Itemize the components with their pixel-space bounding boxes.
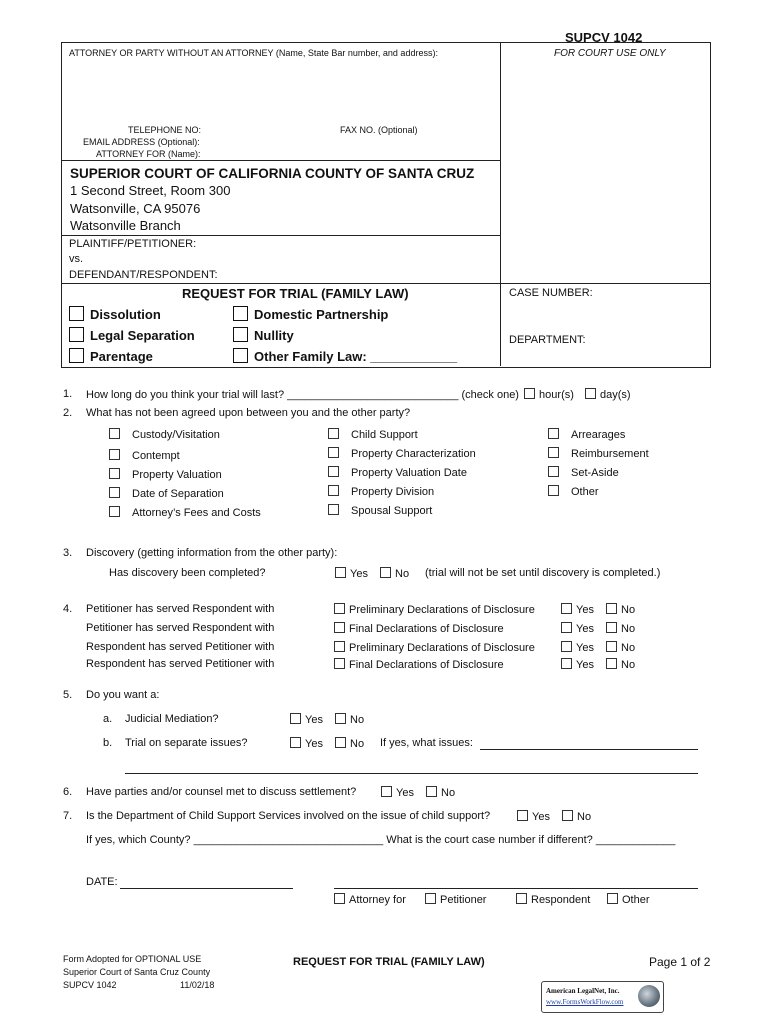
checkbox[interactable] (335, 567, 346, 578)
q4-row-4-yes[interactable]: Yes (561, 658, 594, 671)
checkbox[interactable] (548, 485, 559, 496)
q3-note: (trial will not be set until discovery is completed.) (425, 567, 661, 579)
checkbox[interactable] (109, 506, 120, 517)
checkbox[interactable] (561, 658, 572, 669)
checkbox[interactable] (380, 567, 391, 578)
checkbox[interactable] (607, 893, 618, 904)
checkbox[interactable] (335, 713, 346, 724)
checkbox[interactable] (334, 658, 345, 669)
q4-number: 4. (63, 603, 73, 615)
q3-subtext: Has discovery been completed? (109, 567, 266, 579)
logo-company: American LegalNet, Inc. (546, 987, 620, 995)
issues-line-2[interactable] (125, 773, 698, 774)
q4-row-2-who: Petitioner has served Respondent with (86, 622, 275, 634)
checkbox[interactable] (233, 306, 248, 321)
option-nullity[interactable]: Nullity (233, 327, 294, 343)
checkbox[interactable] (233, 327, 248, 342)
checkbox[interactable] (290, 737, 301, 748)
option-domestic-partnership[interactable]: Domestic Partnership (233, 306, 388, 322)
q2-number: 2. (63, 407, 73, 419)
fax-label: FAX NO. (Optional) (340, 125, 418, 135)
q5a-no[interactable]: No (335, 713, 364, 726)
checkbox[interactable] (334, 641, 345, 652)
checkbox[interactable] (548, 466, 559, 477)
issue-arrearages[interactable]: Arrearages (548, 428, 625, 441)
q4-row-2-yes[interactable]: Yes (561, 622, 594, 635)
checkbox[interactable] (69, 348, 84, 363)
checkbox[interactable] (606, 603, 617, 614)
date-line[interactable] (120, 888, 293, 889)
defendant-label: DEFENDANT/RESPONDENT: (69, 269, 218, 281)
issue-property-division[interactable]: Property Division (328, 485, 434, 498)
checkbox-hours[interactable] (524, 388, 535, 399)
checkbox[interactable] (561, 622, 572, 633)
issue-property-valuation[interactable]: Property Valuation (109, 468, 222, 481)
issue-child-support[interactable]: Child Support (328, 428, 418, 441)
issue-attorney-fees[interactable]: Attorney’s Fees and Costs (109, 506, 261, 519)
checkbox[interactable] (425, 893, 436, 904)
checkbox[interactable] (606, 658, 617, 669)
checkbox[interactable] (561, 641, 572, 652)
checkbox[interactable] (233, 348, 248, 363)
signature-line[interactable] (334, 888, 698, 889)
logo-url: www.FormsWorkFlow.com (546, 998, 624, 1006)
q4-row-4-who: Respondent has served Petitioner with (86, 658, 275, 670)
checkbox[interactable] (328, 447, 339, 458)
q7-number: 7. (63, 810, 73, 822)
checkbox[interactable] (516, 893, 527, 904)
checkbox[interactable] (517, 810, 528, 821)
checkbox[interactable] (290, 713, 301, 724)
q5b-label: b. (103, 737, 113, 749)
checkbox[interactable] (334, 893, 345, 904)
option-legal-separation[interactable]: Legal Separation (69, 327, 195, 343)
checkbox-days[interactable] (585, 388, 596, 399)
option-parentage[interactable]: Parentage (69, 348, 153, 364)
case-number-label: CASE NUMBER: (509, 287, 593, 299)
issue-reimbursement[interactable]: Reimbursement (548, 447, 649, 460)
issue-set-aside[interactable]: Set-Aside (548, 466, 619, 479)
q1-text (86, 388, 631, 401)
option-dissolution[interactable]: Dissolution (69, 306, 161, 322)
q2-text: What has not been agreed upon between you and the other party? (86, 407, 411, 419)
q4-row-4-no[interactable]: No (606, 658, 635, 671)
checkbox[interactable] (109, 468, 120, 479)
footer-date: 11/02/18 (180, 980, 215, 990)
footer-form-number: SUPCV 1042 (63, 980, 117, 990)
issue-spousal-support[interactable]: Spousal Support (328, 504, 432, 517)
telephone-label: TELEPHONE NO: (128, 125, 202, 135)
court-section-divider (61, 235, 500, 236)
court-name: SUPERIOR COURT OF CALIFORNIA COUNTY OF SANTA CRUZ (70, 166, 475, 181)
issue-property-valuation-date[interactable]: Property Valuation Date (328, 466, 467, 479)
q1-number: 1. (63, 388, 73, 400)
court-use-divider (500, 42, 501, 366)
q6-number: 6. (63, 786, 73, 798)
q7-county: If yes, which County? _______________________________ What is the court case number if different? _____________ (86, 834, 676, 846)
footer-title: REQUEST FOR TRIAL (FAMILY LAW) (293, 956, 485, 968)
checkbox[interactable] (328, 504, 339, 515)
attorney-label: ATTORNEY OR PARTY WITHOUT AN ATTORNEY (Name, State Bar number, and address): (69, 48, 438, 58)
issue-date-of-separation[interactable]: Date of Separation (109, 487, 224, 500)
issue-property-characterization[interactable]: Property Characterization (328, 447, 476, 460)
q1-prompt: How long do you think your trial will last? ____________________________ (check one) (86, 389, 519, 401)
q4-row-3-who: Respondent has served Petitioner with (86, 641, 275, 653)
sig-other[interactable]: Other (607, 893, 650, 906)
checkbox[interactable] (562, 810, 573, 821)
american-legalnet-logo[interactable] (541, 981, 664, 1013)
q3-no[interactable]: No (380, 567, 409, 580)
q4-row-2-no[interactable]: No (606, 622, 635, 635)
sig-attorney-for[interactable]: Attorney for (334, 893, 406, 906)
department-label: DEPARTMENT: (509, 334, 586, 346)
court-branch: Watsonville Branch (70, 218, 181, 233)
title-section-divider (61, 283, 710, 284)
q5a-text: Judicial Mediation? (125, 713, 219, 725)
q6-yes[interactable]: Yes (381, 786, 414, 799)
court-use-label: FOR COURT USE ONLY (554, 48, 666, 59)
checkbox[interactable] (328, 466, 339, 477)
checkbox[interactable] (109, 449, 120, 460)
checkbox[interactable] (606, 622, 617, 633)
q5a-yes[interactable]: Yes (290, 713, 323, 726)
q3-number: 3. (63, 547, 73, 559)
sig-respondent[interactable]: Respondent (516, 893, 590, 906)
q4-row-1-no[interactable]: No (606, 603, 635, 616)
form-title: REQUEST FOR TRIAL (FAMILY LAW) (182, 286, 409, 301)
checkbox[interactable] (561, 603, 572, 614)
attorney-section-divider (61, 160, 500, 161)
checkbox[interactable] (109, 428, 120, 439)
checkbox[interactable] (334, 622, 345, 633)
checkbox[interactable] (328, 428, 339, 439)
q4-row-2-what[interactable]: Final Declarations of Disclosure (334, 622, 504, 635)
q5b-yes[interactable]: Yes (290, 737, 323, 750)
checkbox[interactable] (69, 306, 84, 321)
q4-row-1-who: Petitioner has served Respondent with (86, 603, 275, 615)
sig-petitioner[interactable]: Petitioner (425, 893, 486, 906)
date-label: DATE: (86, 876, 118, 888)
plaintiff-label: PLAINTIFF/PETITIONER: (69, 238, 197, 250)
checkbox[interactable] (606, 641, 617, 652)
q6-text: Have parties and/or counsel met to discuss settlement? (86, 786, 357, 798)
q7-no[interactable]: No (562, 810, 591, 823)
q3-yes[interactable]: Yes (335, 567, 368, 580)
issues-line-1[interactable] (480, 749, 698, 750)
hours-label: hour(s) (539, 389, 574, 401)
checkbox[interactable] (548, 428, 559, 439)
footer-court: Superior Court of Santa Cruz County (63, 967, 211, 977)
q5a-label: a. (103, 713, 113, 725)
q3-text: Discovery (getting information from the other party): (86, 547, 338, 559)
q5-text: Do you want a: (86, 689, 160, 701)
option-other-family-law[interactable]: Other Family Law: ____________ (233, 348, 457, 364)
globe-icon (638, 985, 660, 1007)
q5b-no[interactable]: No (335, 737, 364, 750)
days-label: day(s) (599, 389, 631, 401)
email-label: EMAIL ADDRESS (Optional): (83, 137, 200, 147)
issue-other[interactable]: Other (548, 485, 599, 498)
court-address-1: 1 Second Street, Room 300 (70, 183, 231, 198)
q4-row-4-what[interactable]: Final Declarations of Disclosure (334, 658, 504, 671)
issue-contempt[interactable]: Contempt (109, 449, 180, 462)
checkbox[interactable] (381, 786, 392, 797)
q7-text: Is the Department of Child Support Services involved on the issue of child support? (86, 810, 491, 822)
q4-row-1-what[interactable]: Preliminary Declarations of Disclosure (334, 603, 535, 616)
q5b-ifyes-label: If yes, what issues: (380, 737, 473, 749)
q4-row-3-no[interactable]: No (606, 641, 635, 654)
page-number: Page 1 of 2 (649, 955, 711, 969)
vs-label: vs. (69, 253, 84, 265)
checkbox[interactable] (69, 327, 84, 342)
checkbox[interactable] (334, 603, 345, 614)
court-address-2: Watsonville, CA 95076 (70, 201, 201, 216)
q5b-text: Trial on separate issues? (125, 737, 248, 749)
q7-yes[interactable]: Yes (517, 810, 550, 823)
footer-adopted: Form Adopted for OPTIONAL USE (63, 954, 202, 964)
attorney-for-label: ATTORNEY FOR (Name): (96, 149, 201, 159)
checkbox[interactable] (426, 786, 437, 797)
checkbox[interactable] (328, 485, 339, 496)
checkbox[interactable] (548, 447, 559, 458)
q4-row-3-yes[interactable]: Yes (561, 641, 594, 654)
q5-number: 5. (63, 689, 73, 701)
checkbox[interactable] (335, 737, 346, 748)
issue-custody[interactable]: Custody/Visitation (109, 428, 220, 441)
form-number: SUPCV 1042 (565, 30, 643, 45)
q6-no[interactable]: No (426, 786, 455, 799)
q4-row-1-yes[interactable]: Yes (561, 603, 594, 616)
q4-row-3-what[interactable]: Preliminary Declarations of Disclosure (334, 641, 535, 654)
checkbox[interactable] (109, 487, 120, 498)
